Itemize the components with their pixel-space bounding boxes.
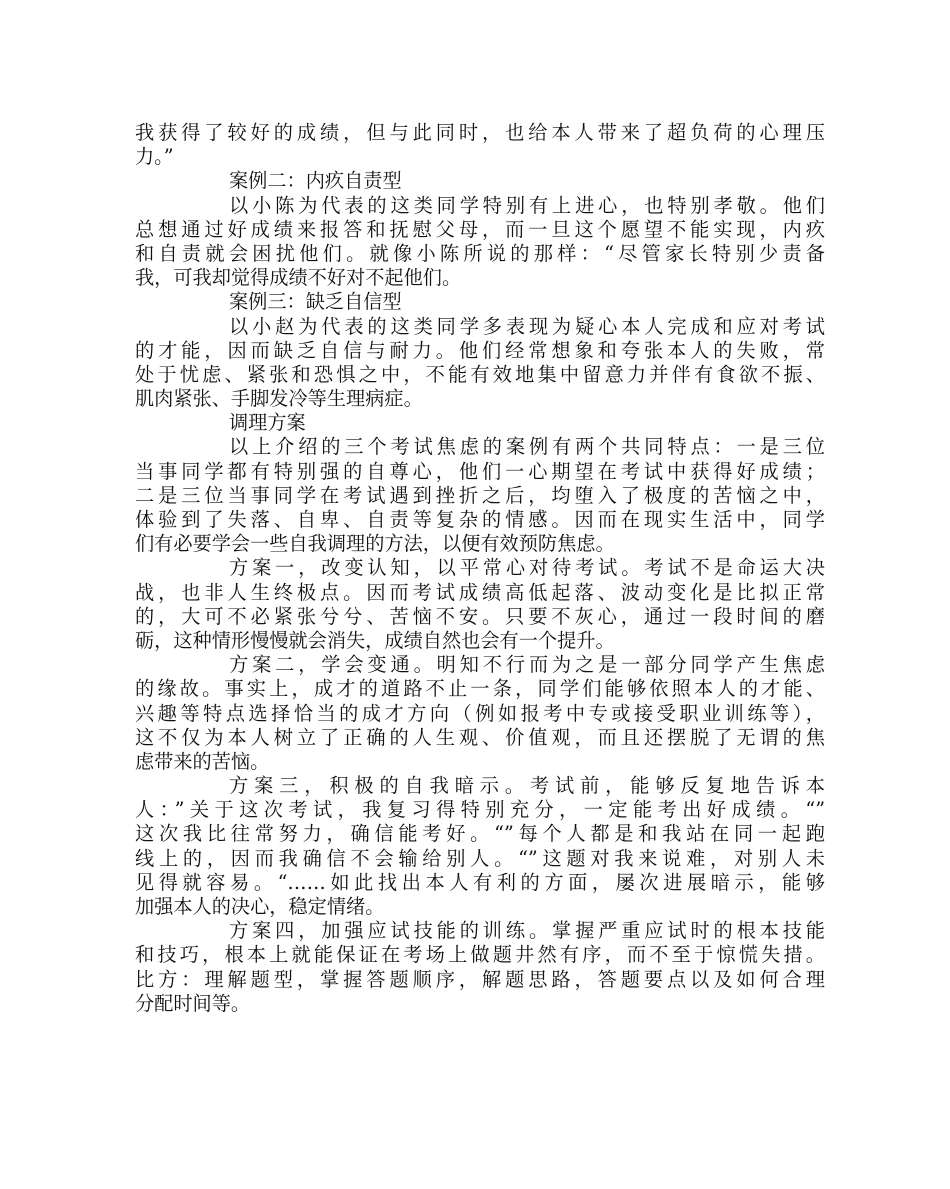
text-line: 的缘故。事实上，成才的道路不止一条，同学们能够依照本人的才能、 (135, 677, 825, 701)
text-line: 力。” (135, 145, 174, 169)
text-line: 的，大可不必紧张兮兮、苦恼不安。只要不灰心，通过一段时间的磨 (135, 604, 825, 628)
text-line: 以上介绍的三个考试焦虑的案例有两个共同特点：一是三位 (229, 435, 825, 459)
text-line: 方案四，加强应试技能的训练。掌握严重应试时的根本技能 (229, 919, 825, 943)
text-line: 肌肉紧张、手脚发冷等生理病症。 (135, 387, 423, 411)
text-line: 的才能，因而缺乏自信与耐力。他们经常想象和夸张本人的失败，常 (135, 338, 825, 362)
text-line: 以小赵为代表的这类同学多表现为疑心本人完成和应对考试 (229, 314, 825, 338)
text-line: 以小陈为代表的这类同学特别有上进心，也特别孝敬。他们 (229, 193, 825, 217)
text-line: 兴趣等特点选择恰当的成才方向（例如报考中专或接受职业训练等）， (135, 701, 825, 725)
text-line: 处于忧虑、紧张和恐惧之中，不能有效地集中留意力并伴有食欲不振、 (135, 362, 825, 386)
text-line: 我，可我却觉得成绩不好对不起他们。 (135, 266, 462, 290)
text-line: 和技巧，根本上就能保证在考场上做题井然有序，而不至于惊慌失措。 (135, 943, 825, 967)
text-line: 总想通过好成绩来报答和抚慰父母，而一旦这个愿望不能实现，内疚 (135, 217, 825, 241)
text-line: 二是三位当事同学在考试遇到挫折之后，均堕入了极度的苦恼之中， (135, 483, 825, 507)
text-line: 当事同学都有特别强的自尊心，他们一心期望在考试中获得好成绩； (135, 459, 825, 483)
text-line: 比方：理解题型，掌握答题顺序，解题思路，答题要点以及如何合理 (135, 967, 825, 991)
text-line: 和自责就会困扰他们。就像小陈所说的那样：“尽管家长特别少责备 (135, 241, 825, 265)
text-line: 砺，这种情形慢慢就会消失，成绩自然也会有一个提升。 (135, 628, 615, 652)
document-body (135, 121, 825, 1016)
text-line: 调理方案 (229, 411, 306, 435)
text-line: 案例二：内疚自责型 (229, 169, 402, 193)
text-line: 我获得了较好的成绩，但与此同时，也给本人带来了超负荷的心理压 (135, 121, 825, 144)
text-line: 案例三：缺乏自信型 (229, 290, 402, 314)
text-line: 方案二，学会变通。明知不行而为之是一部分同学产生焦虑 (229, 653, 825, 677)
text-line: 见得就容易。“……如此找出本人有利的方面，屡次进展暗示，能够 (135, 870, 825, 894)
text-line: 这次我比往常努力，确信能考好。“”每个人都是和我站在同一起跑 (135, 822, 825, 846)
text-line: 战，也非人生终极点。因而考试成绩高低起落、波动变化是比拟正常 (135, 580, 825, 604)
text-line: 这不仅为本人树立了正确的人生观、价值观，而且还摆脱了无谓的焦 (135, 725, 825, 749)
text-line: 人：”关于这次考试，我复习得特别充分，一定能考出好成绩。“” (135, 798, 825, 822)
text-line: 加强本人的决心，稳定情绪。 (135, 895, 385, 918)
text-line: 分配时间等。 (135, 991, 251, 1015)
text-line: 们有必要学会一些自我调理的方法，以便有效预防焦虑。 (135, 532, 615, 556)
text-line: 线上的，因而我确信不会输给别人。“”这题对我来说难，对别人未 (135, 846, 825, 870)
text-line: 方案一，改变认知，以平常心对待考试。考试不是命运大决 (229, 556, 825, 580)
text-line: 虑带来的苦恼。 (135, 749, 270, 773)
text-line: 方案三，积极的自我暗示。考试前，能够反复地告诉本 (229, 774, 825, 798)
text-line: 体验到了失落、自卑、自责等复杂的情感。因而在现实生活中，同学 (135, 508, 825, 531)
